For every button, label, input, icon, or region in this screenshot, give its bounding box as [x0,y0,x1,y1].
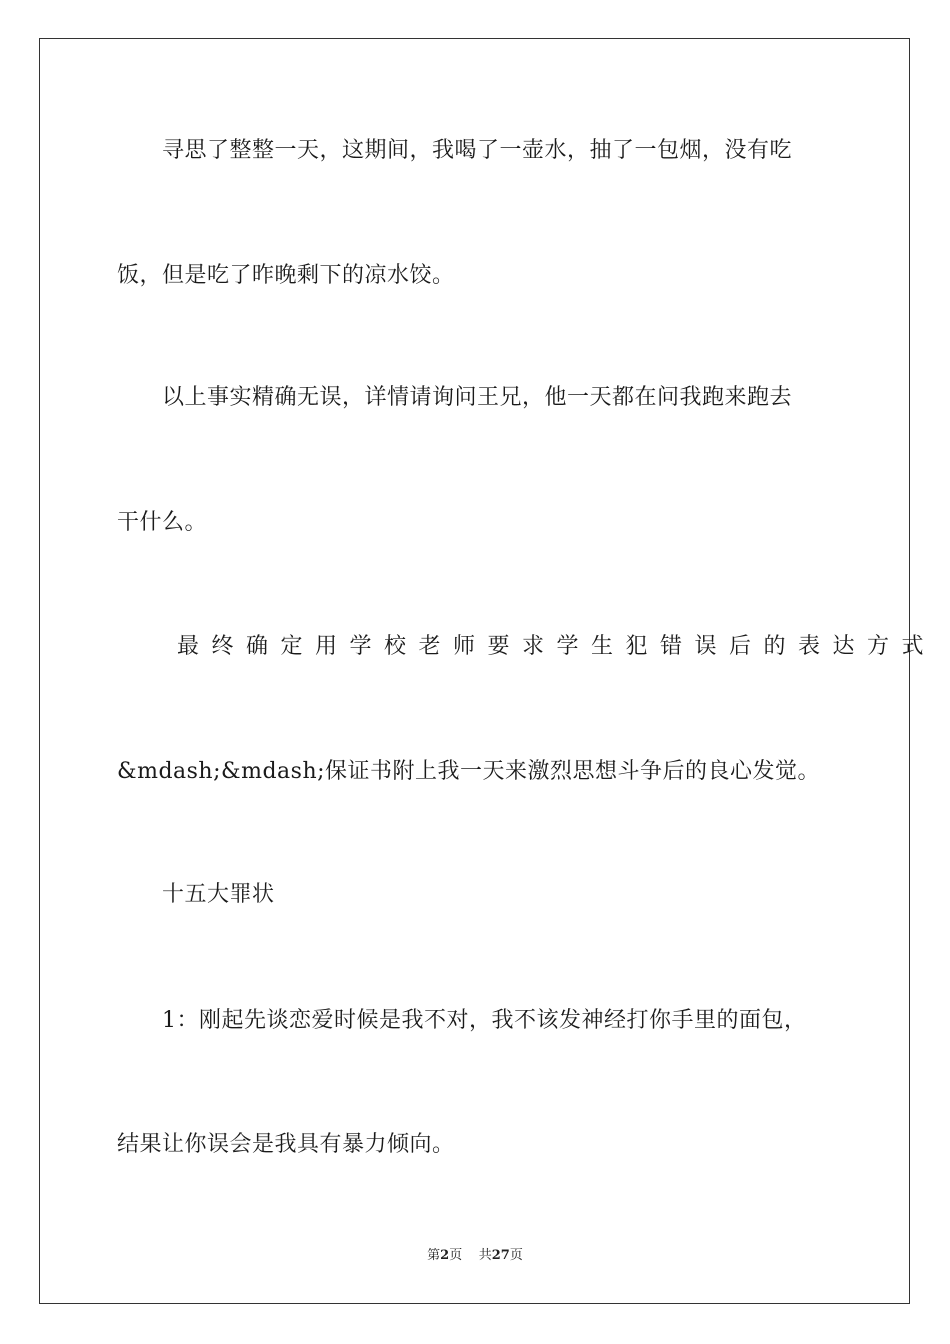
footer-prefix: 第 [427,1248,441,1263]
footer-total-suffix: 页 [509,1248,523,1263]
footer-total-pages: 27 [491,1248,510,1263]
footer-page-number: 2 [440,1248,450,1263]
paragraph-5-line-2: 结果让你误会是我具有暴力倾向。 [117,1132,455,1157]
paragraph-1-line-2: 饭，但是吃了昨晚剩下的凉水饺。 [117,263,455,288]
paragraph-1-line-1: 寻思了整整一天，这期间，我喝了一壶水，抽了一包烟，没有吃 [162,138,793,163]
paragraph-3-line-1: 最终确定用学校老师要求学生犯错误后的表达方式 [177,634,937,659]
page-footer [0,1247,950,1265]
page-border [39,38,937,1304]
section-heading: 十五大罪状 [162,882,275,907]
paragraph-2-line-2: 干什么。 [117,510,208,535]
footer-total-prefix: 共 [478,1248,492,1263]
paragraph-3-line-2: &mdash;&mdash;保证书附上我一天来激烈思想斗争后的良心发觉。 [117,759,821,784]
paragraph-5-line-1: 1：刚起先谈恋爱时候是我不对，我不该发神经打你手里的面包， [162,1008,807,1033]
paragraph-2-line-1: 以上事实精确无误，详情请询问王兄，他一天都在问我跑来跑去 [162,385,793,410]
footer-page-suffix: 页 [449,1248,463,1263]
